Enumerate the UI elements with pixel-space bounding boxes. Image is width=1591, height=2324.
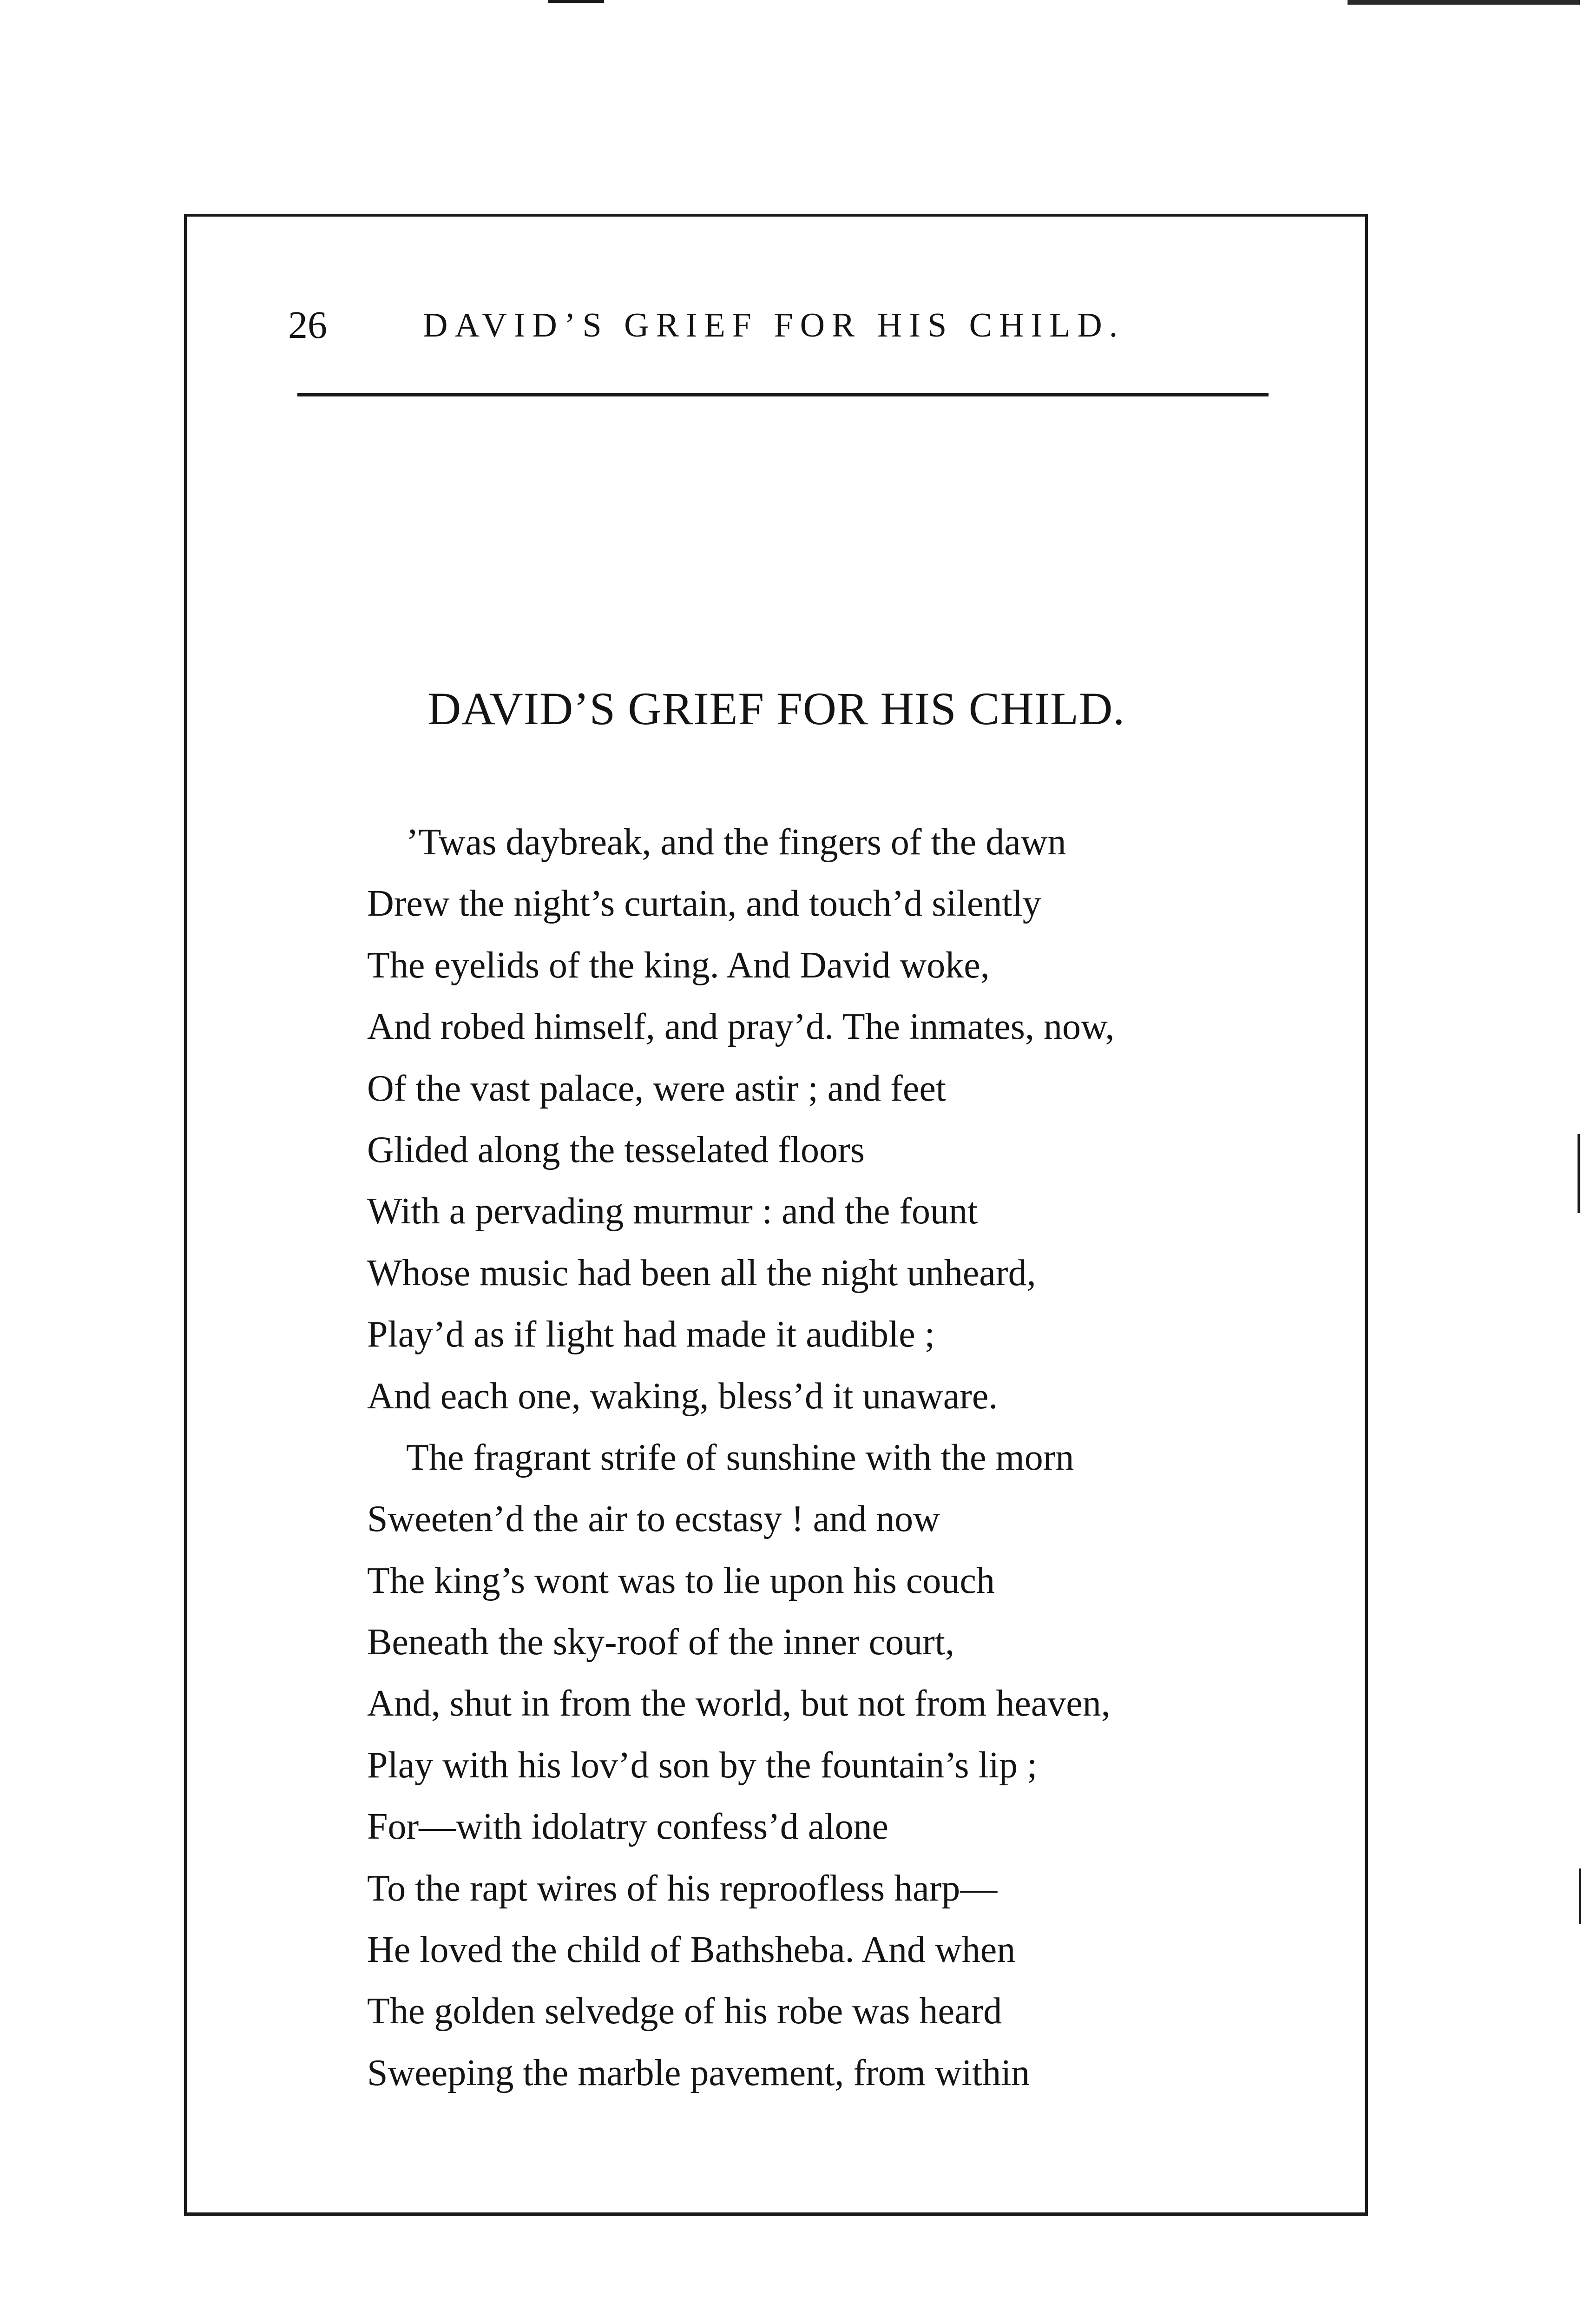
verse-line: And each one, waking, bless’d it unaware.: [367, 1375, 998, 1417]
verse-line: Glided along the tesselated floors: [367, 1129, 865, 1170]
verse-line: Play with his lov’d son by the fountain’s lip ;: [367, 1744, 1038, 1786]
verse-line: Whose music had been all the night unheard,: [367, 1252, 1036, 1294]
running-title: DAVID’S GRIEF FOR HIS CHILD.: [423, 306, 1125, 344]
verse-line: For—with idolatry confess’d alone: [367, 1806, 888, 1848]
scan-mark-top: [548, 0, 604, 3]
verse-line: Play’d as if light had made it audible ;: [367, 1314, 935, 1355]
verse-line: Of the vast palace, were astir ; and feet: [367, 1068, 947, 1109]
verse-line: Sweeping the marble pavement, from within: [367, 2052, 1030, 2093]
verse-line: The king’s wont was to lie upon his couch: [367, 1560, 995, 1601]
verse-line: Sweeten’d the air to ecstasy ! and now: [367, 1499, 940, 1540]
verse-line: Drew the night’s curtain, and touch’d silently: [367, 883, 1041, 924]
poem-body: [367, 812, 1334, 2104]
verse-line: The fragrant strife of sunshine with the morn: [406, 1437, 1074, 1478]
page-number: 26: [288, 304, 327, 347]
running-head: [288, 297, 1273, 353]
scan-mark-right-edge: [1578, 1134, 1580, 1213]
verse-line: With a pervading murmur : and the fount: [367, 1191, 978, 1232]
header-rule: [297, 393, 1269, 396]
verse-line: ’Twas daybreak, and the fingers of the dawn: [406, 822, 1066, 863]
verse-line: He loved the child of Bathsheba. And when: [367, 1929, 1016, 1971]
scan-mark-top-right: [1348, 0, 1580, 5]
poem-title: DAVID’S GRIEF FOR HIS CHILD.: [427, 683, 1125, 734]
verse-line: The golden selvedge of his robe was heard: [367, 1991, 1002, 2032]
verse-line: The eyelids of the king. And David woke,: [367, 944, 990, 986]
verse-line: And, shut in from the world, but not from heaven,: [367, 1683, 1111, 1724]
scan-mark-right-edge-lower: [1579, 1868, 1581, 1924]
verse-line: And robed himself, and pray’d. The inmates, now,: [367, 1006, 1115, 1048]
verse-line: To the rapt wires of his reproofless harp—: [367, 1868, 998, 1909]
verse-line: Beneath the sky-roof of the inner court,: [367, 1622, 955, 1663]
